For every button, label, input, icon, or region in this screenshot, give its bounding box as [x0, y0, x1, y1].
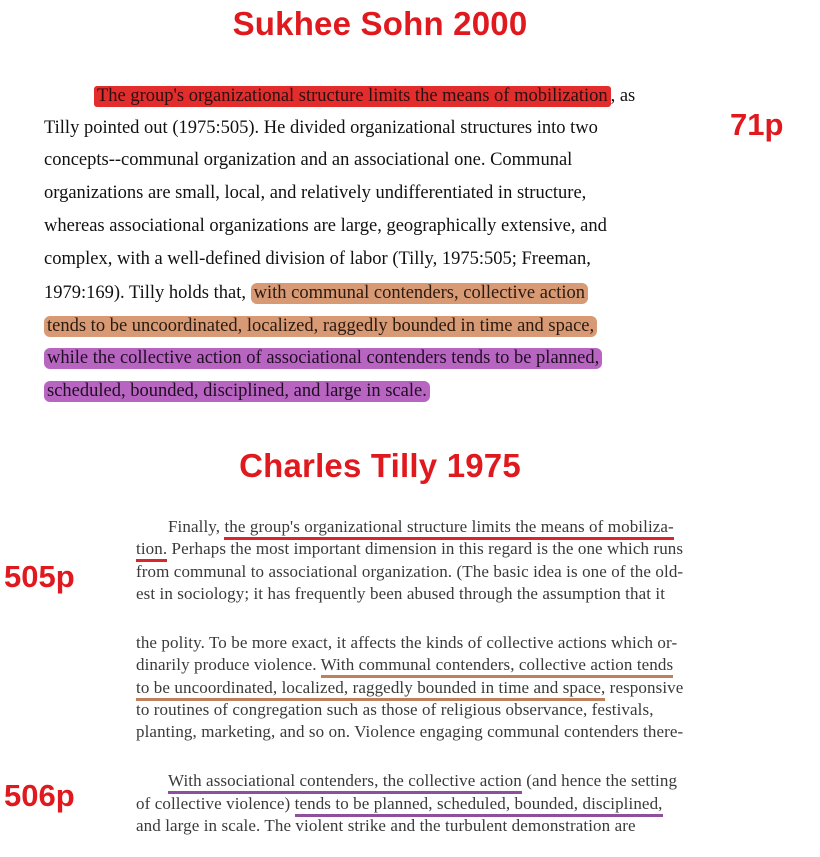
tilly-line-b2	[136, 655, 673, 675]
underline-orange: With communal contenders, collective action tends	[321, 655, 674, 678]
tilly-line-b3	[136, 678, 683, 698]
text: 1979:169). Tilly holds that,	[44, 283, 251, 303]
text: (and hence the setting	[521, 771, 678, 790]
sohn-line-1	[94, 86, 635, 107]
tilly-line-c3: and large in scale. The violent strike and the turbulent demonstration are	[136, 816, 636, 835]
sohn-line-5: whereas associational organizations are large, geographically extensive, and	[44, 216, 607, 236]
heading-tilly-1975: Charles Tilly 1975	[239, 447, 521, 484]
underline-red: the group's organizational structure limits the means of mobiliza-	[224, 517, 673, 540]
underline-purple: tends to be planned, scheduled, bounded, disciplined,	[295, 794, 663, 817]
highlight-purple: scheduled, bounded, disciplined, and large in scale.	[44, 381, 430, 402]
sohn-line-6: complex, with a well-defined division of labor (Tilly, 1975:505; Freeman,	[44, 249, 591, 269]
highlight-red: The group's organizational structure limits the means of mobilization	[94, 86, 611, 107]
page-label-506p: 506p	[4, 778, 75, 813]
tilly-line-c1	[168, 771, 677, 791]
tilly-line-b4: to routines of congregation such as those of religious observance, festivals,	[136, 700, 654, 719]
tilly-line-c2	[136, 794, 663, 814]
sohn-line-4: organizations are small, local, and relatively undifferentiated in structure,	[44, 183, 587, 203]
sohn-line-2: Tilly pointed out (1975:505). He divided organizational structures into two	[44, 118, 598, 138]
underline-red: tion.	[136, 539, 167, 562]
tilly-line-b5: planting, marketing, and so on. Violence engaging communal contenders there-	[136, 722, 684, 741]
tilly-line-b1: the polity. To be more exact, it affects the kinds of collective actions which or-	[136, 633, 678, 652]
page-label-505p: 505p	[4, 559, 75, 594]
highlight-orange: tends to be uncoordinated, localized, raggedly bounded in time and space,	[44, 316, 597, 337]
tilly-line-a2	[136, 539, 683, 559]
highlight-orange: with communal contenders, collective action	[251, 283, 588, 304]
sohn-line-10	[44, 381, 430, 402]
sohn-line-9	[44, 348, 602, 369]
tilly-line-a4: est in sociology; it has frequently been abused through the assumption that it	[136, 584, 666, 603]
underline-purple: With associational contenders, the collective action	[168, 771, 522, 794]
sohn-line-8	[44, 316, 597, 337]
sohn-line-7	[44, 283, 588, 304]
underline-orange: to be uncoordinated, localized, raggedly bounded in time and space,	[136, 678, 605, 701]
text: of collective violence)	[136, 794, 295, 813]
text: Perhaps the most important dimension in this regard is the one which runs	[167, 539, 684, 558]
sohn-line-3: concepts--communal organization and an associational one. Communal	[44, 150, 573, 170]
text: , as	[610, 86, 636, 106]
tilly-line-a1	[168, 517, 674, 537]
heading-sohn-2000: Sukhee Sohn 2000	[232, 5, 528, 42]
text: responsive	[605, 678, 684, 697]
page-label-71p: 71p	[730, 107, 784, 142]
highlight-purple: while the collective action of associational contenders tends to be planned,	[44, 348, 602, 369]
text: dinarily produce violence.	[136, 655, 321, 674]
text: Finally,	[168, 517, 225, 536]
tilly-line-a3: from communal to associational organization. (The basic idea is one of the old-	[136, 562, 684, 581]
